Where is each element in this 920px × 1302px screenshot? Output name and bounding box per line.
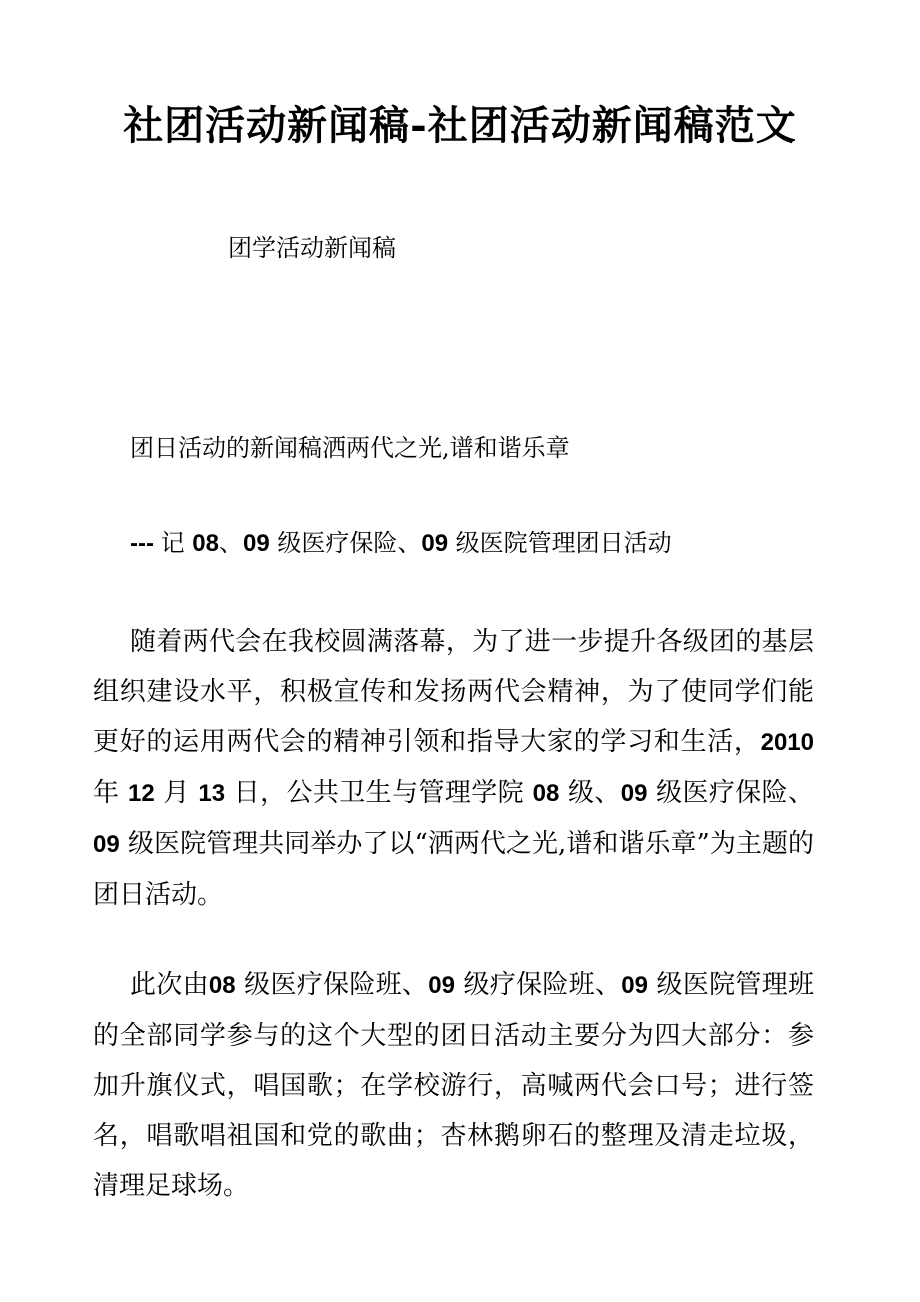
paragraph-1: 随着两代会在我校圆满落幕，为了进一步提升各级团的基层组织建设水平，积极宣传和发扬两代会精神，为了使同学们能更好的运用两代会的精神引领和指导大家的学习和生活，2010 年 12 月 13 日，公共卫生与管理学院 08 级、09 级医疗保险、09 级医院管理共同举办了以“洒两代之光,谱和谐乐章”为主题的团日活动。 bbox=[93, 627, 815, 910]
document-body bbox=[0, 223, 920, 1211]
activity-subheading: --- 记 08、09 级医疗保险、09 级医院管理团日活动 bbox=[130, 529, 672, 557]
document-title: 社团活动新闻稿-社团活动新闻稿范文 bbox=[123, 102, 797, 149]
activity-heading: 团日活动的新闻稿洒两代之光,谱和谐乐章 bbox=[130, 434, 570, 462]
paragraph-2: 此次由08 级医疗保险班、09 级疗保险班、09 级医院管理班的全部同学参与的这个大型的团日活动主要分为四大部分：参加升旗仪式，唱国歌；在学校游行，高喊两代会口号；进行签名，唱歌唱祖国和党的歌曲；杏林鹅卵石的整理及清走垃圾，清理足球场。 bbox=[93, 970, 815, 1201]
document-subtitle: 团学活动新闻稿 bbox=[228, 234, 396, 262]
